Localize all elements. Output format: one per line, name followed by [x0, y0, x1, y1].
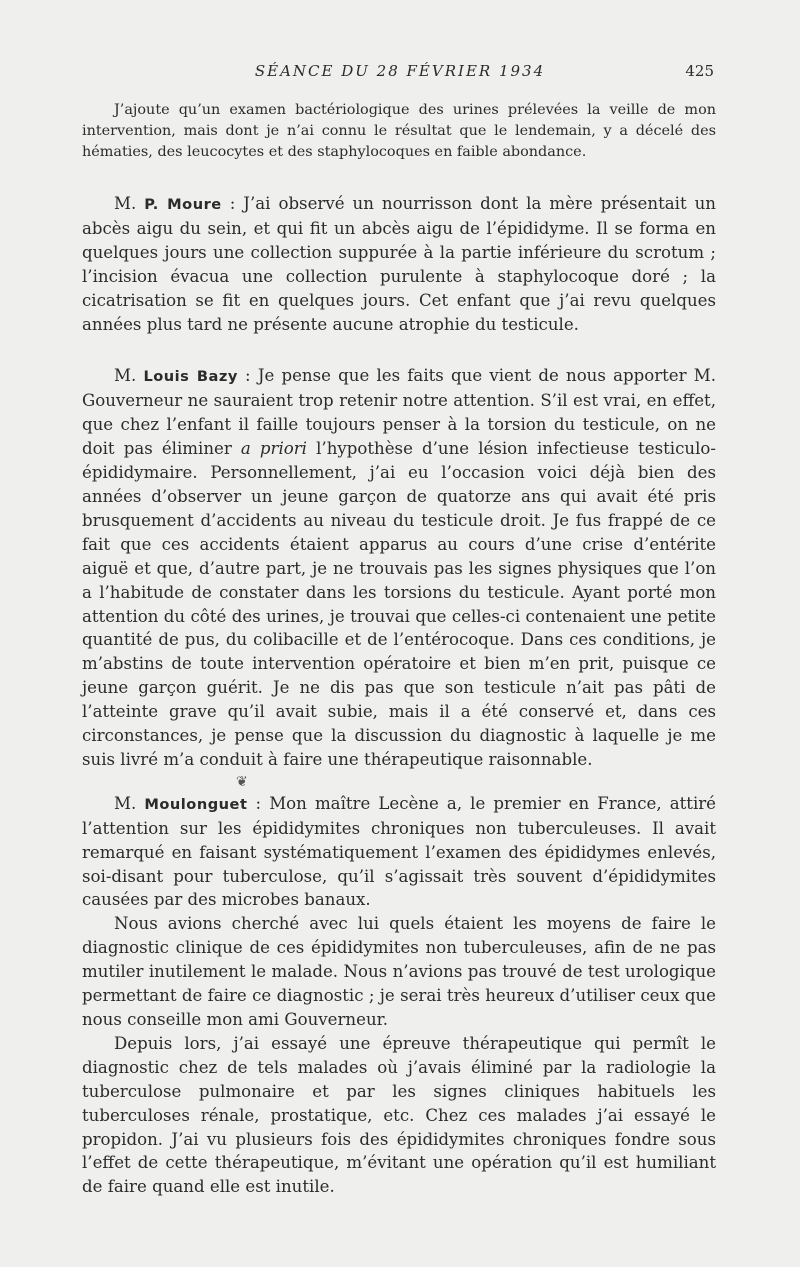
moure-speaker: P. Moure [144, 196, 222, 213]
intro-block [82, 100, 716, 163]
page-number: 425 [685, 62, 714, 80]
discussion-block [82, 192, 716, 1199]
ornament-mark: ❦ [236, 773, 248, 790]
moulonguet-paragraph-3: Depuis lors, j’ai essayé une épreuve thérapeutique qui permît le diagnostic chez de tels malades où j’avais éliminé par la radiologie la tuberculose pulmonaire et par les signes cliniques habituels les tuberculoses rénale, prostatique, etc. Chez ces malades j’ai essayé le propidon. J’ai vu plusieurs fois des épididymites chroniques fondre sous l’effet de cette thérapeutique, m’évitant une opération qu’il est humiliant de faire quand elle est inutile. [82, 1033, 716, 1197]
moulonguet-speaker: Moulonguet [144, 795, 248, 813]
moure-text: : J’ai observé un nourrisson dont la mère présentait un abcès aigu du sein, et qui fit un abcès aigu de l’épididyme. Il se forma en quelques jours une collection suppurée à la partie inférieure du scrotum ; l’incision évacua une collection purulente à staphylocoque doré ; la cicatrisation se fit en quelques jours. Cet enfant que j’ai revu quelques années plus tard ne présente aucune atrophie du testicule. [82, 194, 716, 334]
moulonguet-text-1: : Mon maître Lecène a, le premier en France, attiré l’attention sur les épididymites chroniques non tuberculeuses. Il avait remarqué en faisant systématiquement l’examen des épididymes enlevés, soi-disant pour tuberculose, qu’il s’agissait très souvent d’épididymites causées par des microbes banaux. [82, 793, 717, 910]
bazy-text-after: l’hypothèse d’une lésion infectieuse testiculo-épididymaire. Personnellement, j’ai eu l’occasion voici déjà bien des années d’observer un jeune garçon de quatorze ans qui avait été pris brusquement d’accidents au niveau du testicule droit. Je fus frappé de ce fait que ces accidents étaient apparus au cours d’une crise d’entérite aiguë et que, d’autre part, je ne trouvais pas les signes physiques que l’on a l’habitude de constater dans les torsions du testicule. Ayant porté mon attention du côté des urines, je trouvai que celles-ci contenaient une petite quantité de pus, du colibacille et de l’entérocoque. Dans ces conditions, je m’abstins de toute intervention opératoire et bien m’en prit, puisque ce jeune garçon guérit. Je ne dis pas que son testicule n’ait pas pâti de l’atteinte grave qu’il avait subie, mais il a été conservé et, dans ces circonstances, je pense que la discussion du diagnostic à laquelle je me suis livré m’a conduit à faire une thérapeutique raisonnable. [82, 439, 717, 769]
bazy-paragraph [82, 364, 716, 771]
moulonguet-title: M. [114, 793, 137, 813]
page-header [0, 62, 800, 86]
intro-paragraph: J’ajoute qu’un examen bactériologique des urines prélevées la veille de mon intervention, mais dont je n’ai connu le résultat que le lendemain, y a décelé des hématies, des leucocytes et des staphylocoques en faible abondance. [82, 102, 716, 160]
moure-paragraph [82, 192, 716, 336]
bazy-title: M. [114, 366, 137, 386]
moulonguet-paragraph-1 [82, 792, 716, 913]
bazy-text-before: : Je pense que les faits que vient de nous apporter M. Gouverneur ne sauraient trop retenir notre attention. S’il est vrai, en effet, que chez l’enfant il faille toujours penser à la torsion du testicule, on ne doit pas éliminer [82, 366, 717, 459]
bazy-speaker: Louis Bazy [143, 368, 238, 386]
running-title: SÉANCE DU 28 FÉVRIER 1934 [254, 62, 546, 80]
moulonguet-paragraph-2: Nous avions cherché avec lui quels étaient les moyens de faire le diagnostic clinique de ces épididymites non tuberculeuses, afin de ne pas mutiler inutilement le malade. Nous n’avions pas trouvé de test urologique permettant de faire ce diagnostic ; je serai très heureux d’utiliser ceux que nous conseille mon ami Gouverneur. [82, 914, 716, 1029]
moure-title: M. [114, 194, 137, 213]
bazy-italic: a priori [240, 439, 307, 459]
